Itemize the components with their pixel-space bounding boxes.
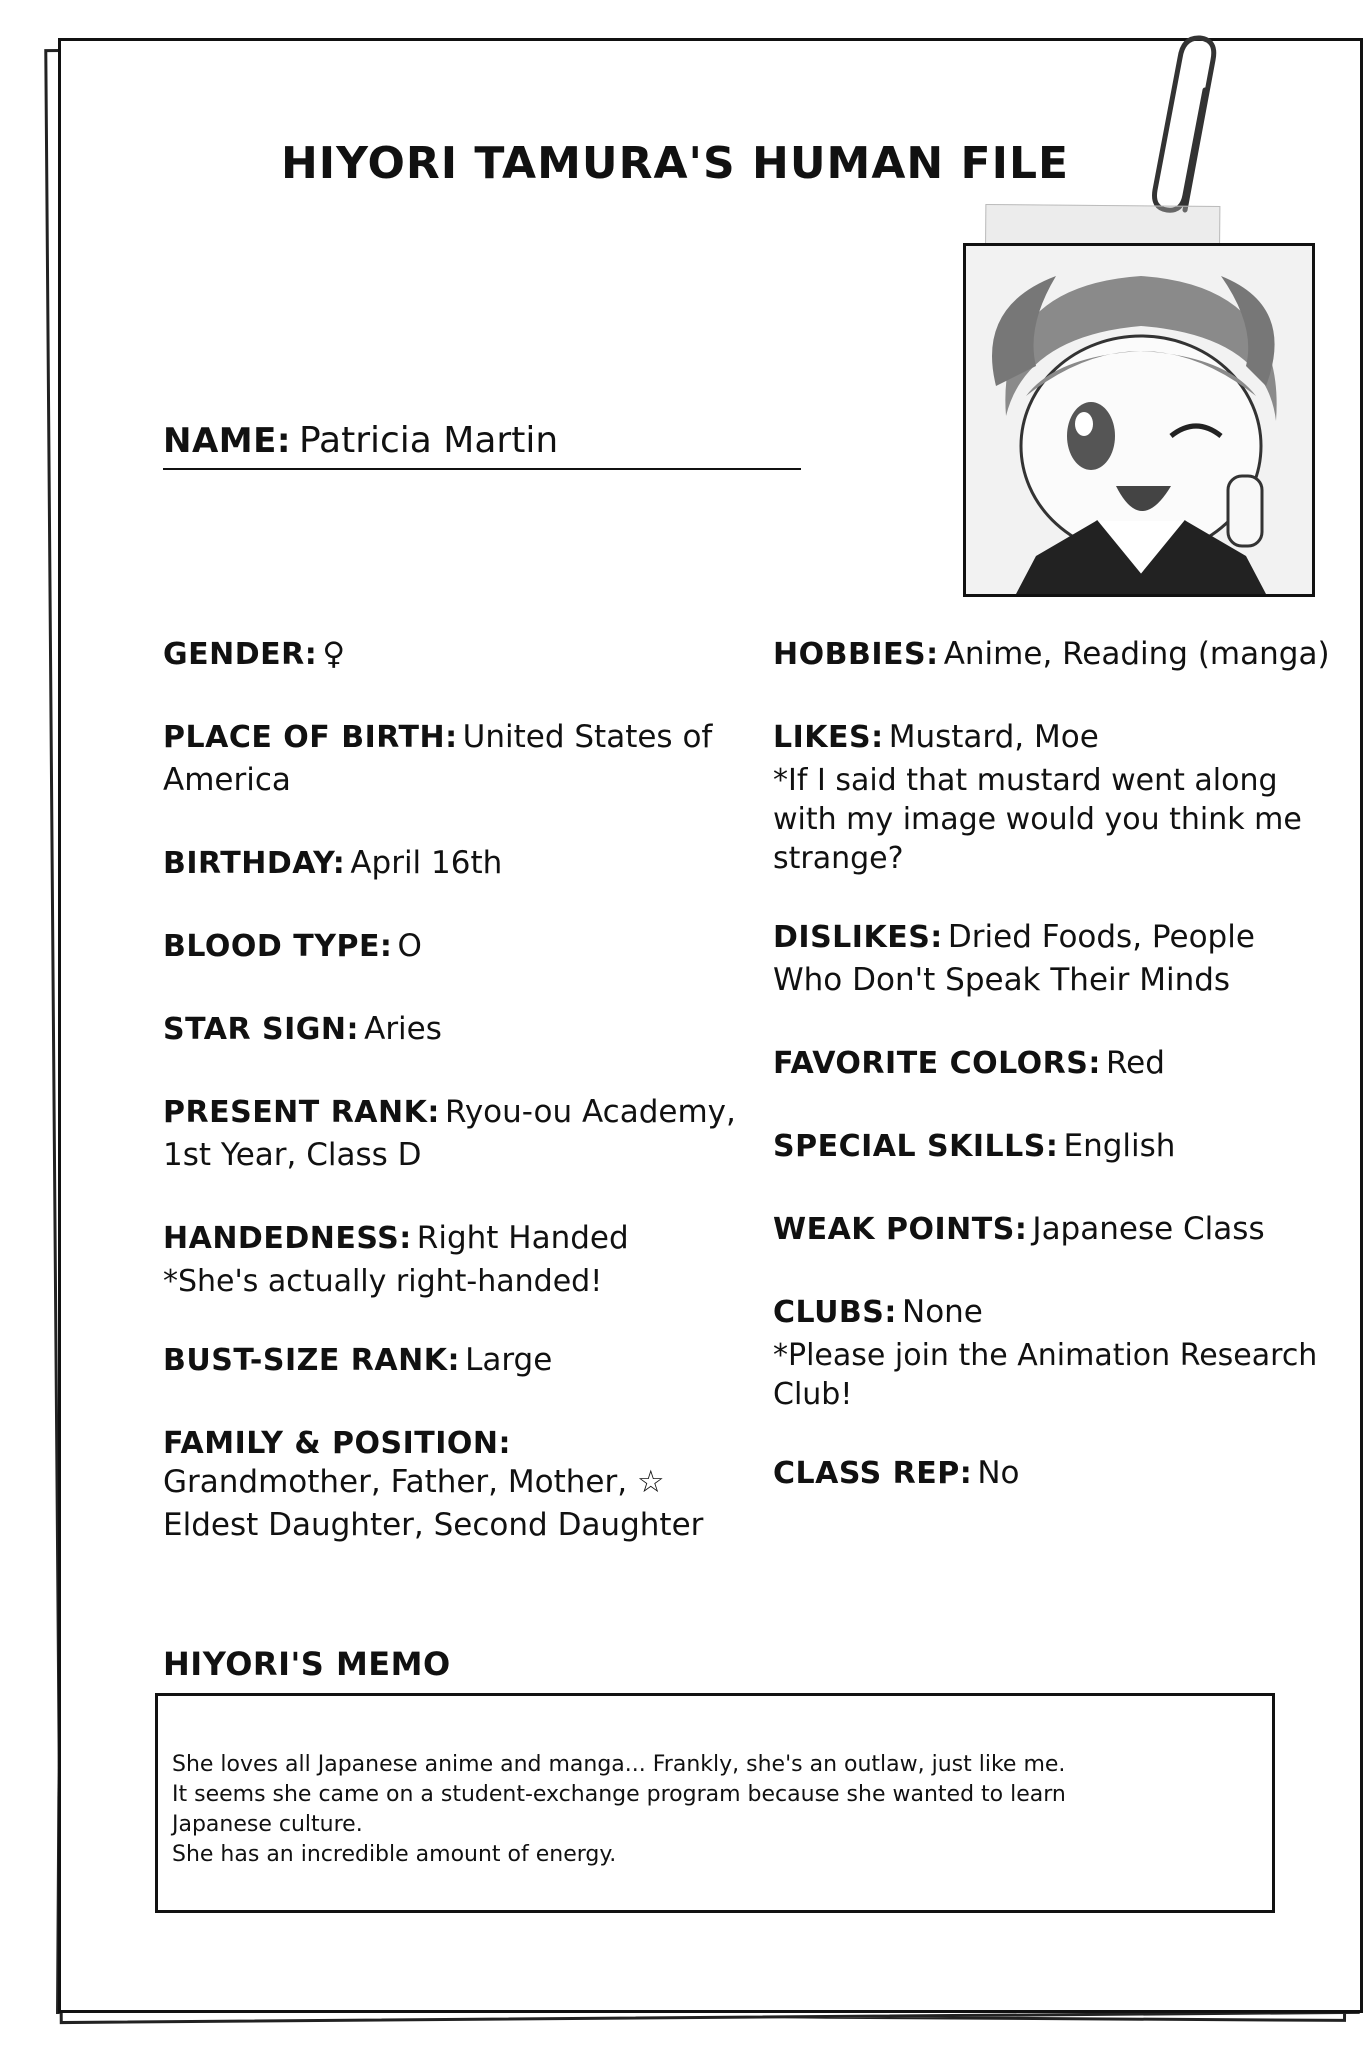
field-note: *If I said that mustard went along with my image would you think me strange? (773, 763, 1302, 876)
field-label: WEAK POINTS: (773, 1212, 1028, 1247)
field-label: SPECIAL SKILLS: (773, 1129, 1059, 1164)
field-clubs (773, 1293, 1333, 1414)
character-portrait (963, 243, 1315, 597)
field-present-rank (163, 1093, 763, 1179)
field-blood-type (163, 927, 763, 970)
field-value: ♀ (322, 636, 346, 672)
field-birthday (163, 844, 763, 887)
field-weak-points (773, 1210, 1333, 1253)
field-family-position (163, 1424, 763, 1549)
memo-title: HIYORI'S MEMO (163, 1645, 451, 1683)
field-value: None (902, 1294, 983, 1330)
field-label: PLACE OF BIRTH: (163, 720, 458, 755)
left-field-column (163, 635, 763, 1589)
field-label: LIKES: (773, 720, 884, 755)
field-value: No (977, 1455, 1020, 1491)
field-value: Grandmother, Father, Mother, ☆ Eldest Daughter, Second Daughter (163, 1464, 704, 1543)
field-value: Dried Foods, People Who Don't Speak Their Minds (773, 919, 1255, 998)
field-place-of-birth (163, 718, 763, 804)
name-field (163, 420, 801, 470)
field-label: BUST-SIZE RANK: (163, 1343, 460, 1378)
field-value: Ryou-ou Academy, 1st Year, Class D (163, 1094, 736, 1173)
field-label: PRESENT RANK: (163, 1095, 440, 1130)
field-special-skills (773, 1127, 1333, 1170)
memo-line: She has an incredible amount of energy. (172, 1842, 617, 1867)
field-label: CLASS REP: (773, 1456, 973, 1491)
paperclip-icon (1125, 20, 1235, 220)
field-label: FAVORITE COLORS: (773, 1046, 1101, 1081)
field-value: O (397, 928, 422, 964)
field-value: Japanese Class (1032, 1211, 1265, 1247)
field-value: Right Handed (416, 1220, 629, 1256)
field-hobbies (773, 635, 1333, 678)
field-label: BIRTHDAY: (163, 846, 346, 881)
field-label: HANDEDNESS: (163, 1221, 412, 1256)
field-gender (163, 635, 763, 678)
field-label: DISLIKES: (773, 920, 943, 955)
field-value: Red (1105, 1045, 1165, 1081)
field-star-sign (163, 1010, 763, 1053)
field-handedness (163, 1219, 763, 1301)
field-value: Large (465, 1342, 553, 1378)
character-portrait-illustration (966, 246, 1312, 594)
field-likes (773, 718, 1333, 878)
field-note: *Please join the Animation Research Club! (773, 1338, 1318, 1412)
field-bust-size-rank (163, 1341, 763, 1384)
field-label: BLOOD TYPE: (163, 929, 393, 964)
memo-line: She loves all Japanese anime and manga... Frankly, she's an outlaw, just like me. (172, 1752, 1066, 1777)
field-label: FAMILY & POSITION: (163, 1426, 511, 1461)
field-label: CLUBS: (773, 1295, 897, 1330)
field-class-rep (773, 1454, 1333, 1497)
field-value: Mustard, Moe (888, 719, 1099, 755)
field-dislikes (773, 918, 1333, 1004)
field-value: Aries (364, 1011, 442, 1047)
field-label: STAR SIGN: (163, 1012, 360, 1047)
field-value: English (1063, 1128, 1176, 1164)
field-label: GENDER: (163, 637, 318, 672)
field-note: *She's actually right-handed! (163, 1264, 603, 1299)
field-value: April 16th (350, 845, 503, 881)
page-title: HIYORI TAMURA'S HUMAN FILE (280, 138, 1070, 189)
field-value: United States of America (163, 719, 713, 798)
name-value: Patricia Martin (298, 420, 559, 461)
field-value: Anime, Reading (manga) (943, 636, 1330, 672)
field-label: HOBBIES: (773, 637, 939, 672)
memo-line: It seems she came on a student-exchange program because she wanted to learn (172, 1782, 1066, 1807)
field-favorite-colors (773, 1044, 1333, 1087)
right-field-column (773, 635, 1333, 1537)
name-label: NAME: (163, 421, 291, 461)
memo-line: Japanese culture. (172, 1812, 363, 1837)
memo-box (155, 1693, 1275, 1913)
